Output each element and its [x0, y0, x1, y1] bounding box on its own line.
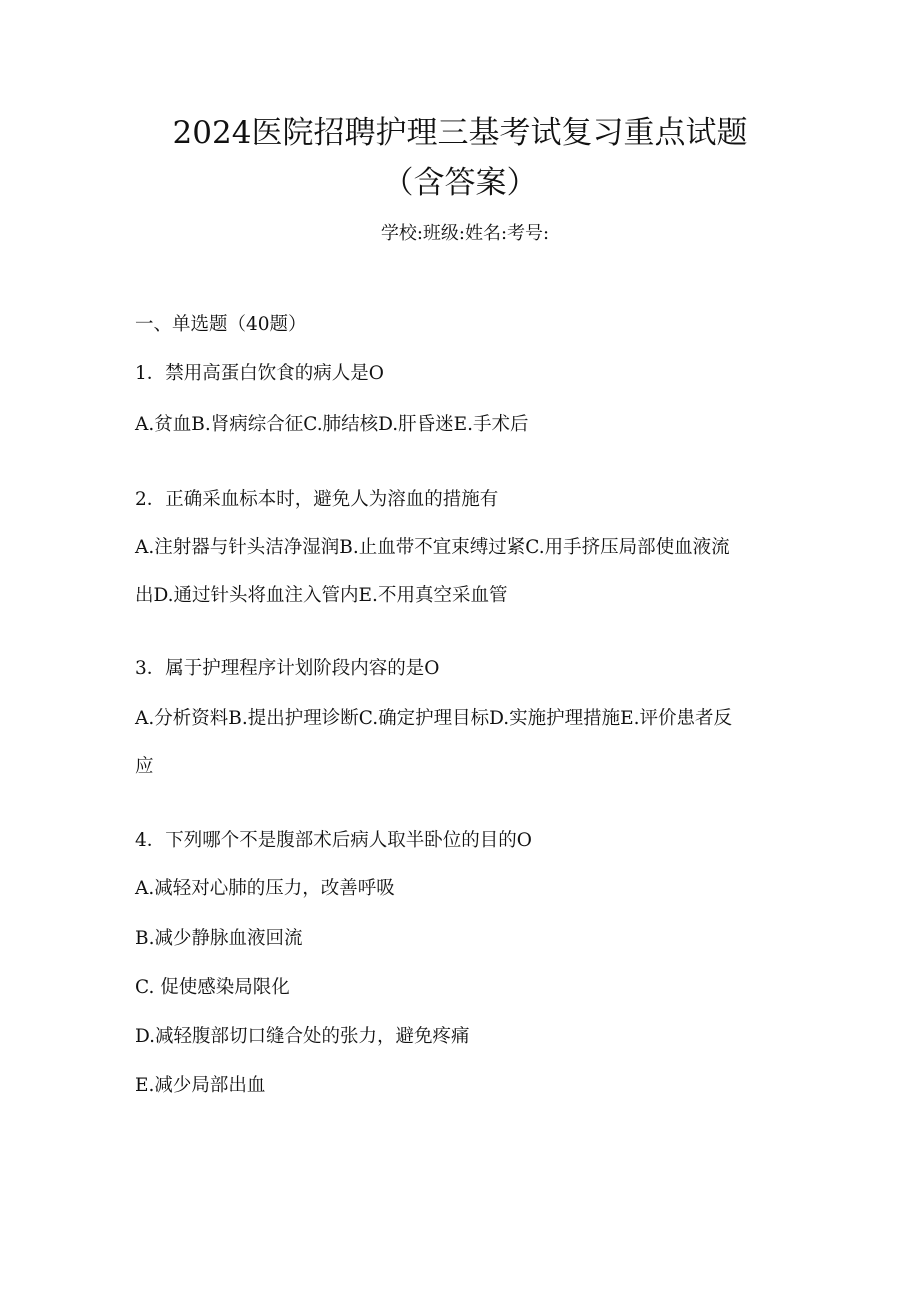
section-header: 一、单选题（40题） [135, 314, 307, 335]
question-4-stem: 4．下列哪个不是腹部术后病人取半卧位的目的O [135, 830, 532, 851]
question-3-stem: 3．属于护理程序计划阶段内容的是O [135, 658, 440, 679]
question-3-options-line1: A.分析资料B.提出护理诊断C.确定护理目标D.实施护理措施E.评价患者反 [135, 708, 733, 729]
question-4-option-b: B.减少静脉血液回流 [135, 928, 303, 949]
question-1-stem: 1．禁用高蛋白饮食的病人是O [135, 363, 384, 384]
student-info-line: 学校:班级:姓名:考号: [380, 223, 550, 244]
question-2-options-line1: A.注射器与针头洁净湿润B.止血带不宜束缚过紧C.用手挤压局部使血液流 [135, 537, 730, 558]
question-1-options: A.贫血B.肾病综合征C.肺结核D.肝昏迷E.手术后 [135, 414, 529, 435]
question-4-option-a: A.减轻对心肺的压力，改善呼吸 [135, 878, 395, 899]
question-3-options-line2: 应 [135, 756, 154, 777]
question-4-option-e: E.减少局部出血 [135, 1075, 266, 1096]
question-2-options-line2: 出D.通过针头将血注入管内E.不用真空采血管 [135, 585, 508, 606]
document-title-line2: （含答案） [382, 165, 538, 201]
question-4-option-c: C. 促使感染局限化 [135, 977, 290, 998]
question-4-option-d: D.减轻腹部切口缝合处的张力，避免疼痛 [135, 1026, 470, 1047]
document-title-line1: 2024医院招聘护理三基考试复习重点试题 [172, 115, 748, 151]
question-2-stem: 2．正确采血标本时，避免人为溶血的措施有 [135, 489, 499, 510]
